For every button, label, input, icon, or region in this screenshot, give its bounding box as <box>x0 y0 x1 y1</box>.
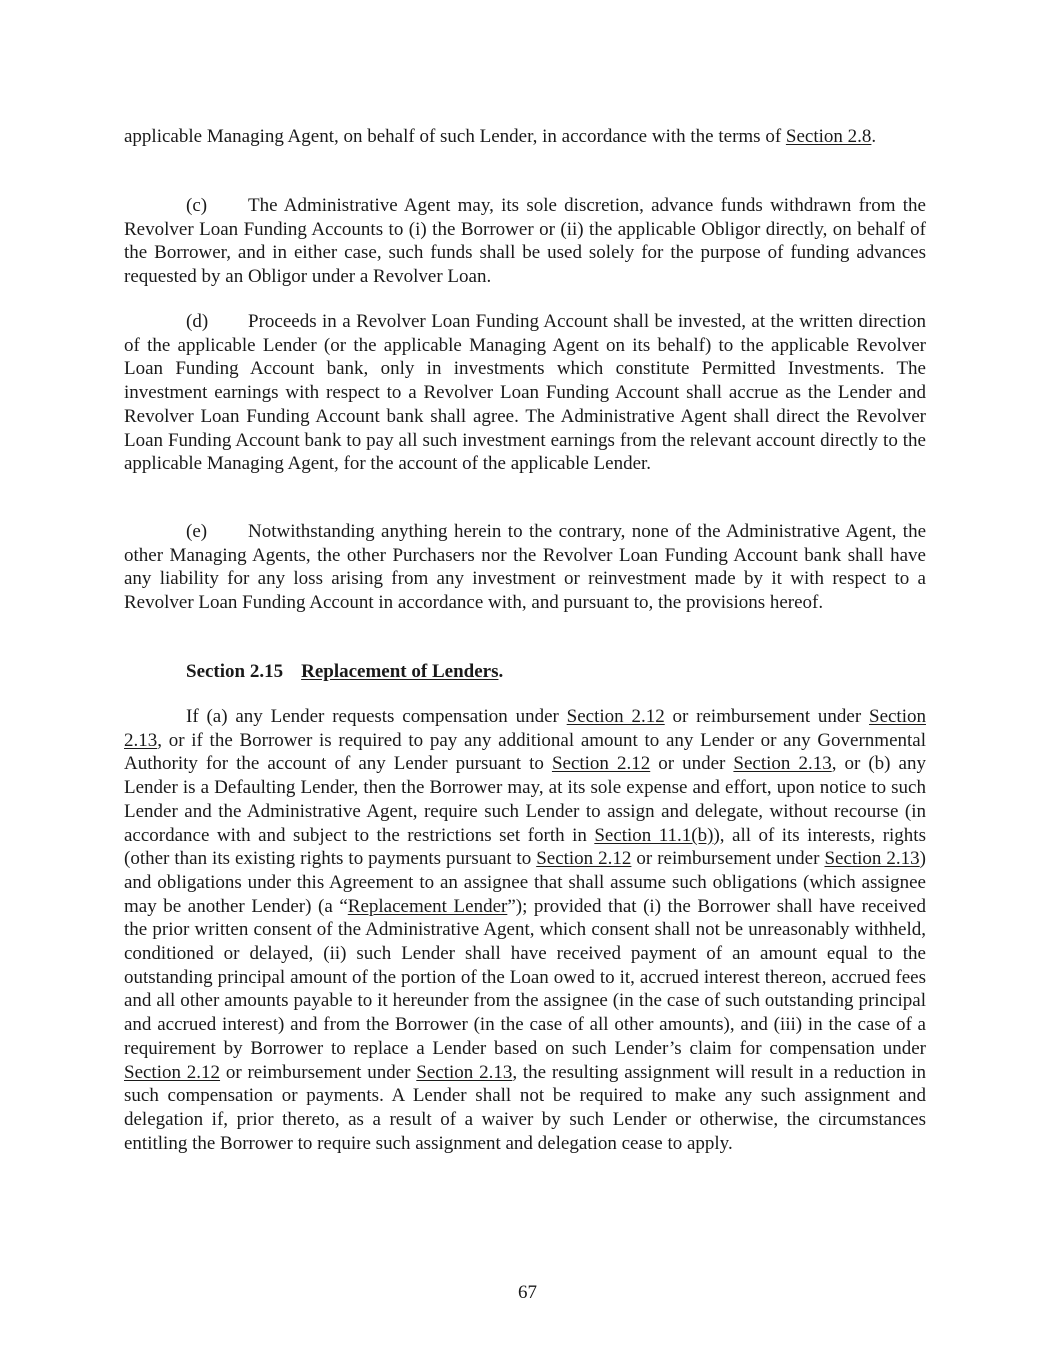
paragraph-text: If (a) any Lender requests compensation under <box>186 706 567 727</box>
section-reference: Section 2.13 <box>416 1061 513 1083</box>
section-reference: Section 2.12 <box>551 753 651 775</box>
paragraph-d <box>124 310 926 476</box>
paragraph-label: (e) <box>186 521 208 542</box>
paragraph-text: applicable Managing Agent, on behalf of such Lender, in accordance with the terms of <box>124 126 786 147</box>
paragraph-text: or under <box>650 753 734 775</box>
paragraph-text: ) and obligations under this Agreement to an assignee that shall assume such obligations (which assignee may be another Lender) (a “ <box>124 848 926 917</box>
section-reference: Section 11.1(b) <box>594 824 714 846</box>
paragraph-intro <box>124 125 926 149</box>
paragraph-text: , or if the Borrower is required to pay any additional amount to any Lender or any Governmental Authority for the account of any Lender pursuant to <box>124 729 926 775</box>
section-heading <box>186 660 503 684</box>
paragraph-text: Proceeds in a Revolver Loan Funding Account shall be invested, at the written direction of the applicable Lender (or the applicable Managing Agent on its behalf) to the applicable Revolver Loan Funding Account bank, only in investments which constitute Permitted Investments. The investment earnings with respect to a Revolver Loan Funding Account shall accrue as the Lender and Revolver Loan Funding Account bank shall agree. The Administrative Agent shall direct the Revolver Loan Funding Account bank to pay all such investment earnings from the relevant account directly to the applicable Managing Agent, for the account of the applicable Lender. <box>124 311 926 475</box>
paragraph-e <box>124 520 926 615</box>
paragraph-label: (d) <box>186 311 209 332</box>
section-reference: Section 2.12 <box>566 706 665 727</box>
section-reference: Section 2.13 <box>824 848 920 870</box>
defined-term: Replacement Lender <box>347 895 508 917</box>
section-reference: Section 2.8 <box>785 126 872 147</box>
paragraph-c <box>124 194 926 289</box>
paragraph-text: or reimbursement under <box>631 848 825 870</box>
paragraph-replacement <box>124 705 926 1155</box>
paragraph-text: Notwithstanding anything herein to the contrary, none of the Administrative Agent, the other Managing Agents, the other Purchasers nor the Revolver Loan Funding Account bank shall have any liability for any loss arising from any investment or reinvestment made by it with respect to a Revolver Loan Funding Account in accordance with, and pursuant to, the provisions hereof. <box>124 521 926 614</box>
paragraph-text: The Administrative Agent may, its sole discretion, advance funds withdrawn from the Revolver Loan Funding Accounts to (i) the Borrower or (ii) the applicable Obligor directly, on behalf of the Borrower, and in either case, such funds shall be used solely for the purpose of funding advances requested by an Obligor under a Revolver Loan. <box>124 195 926 288</box>
paragraph-text: , the resulting assignment will result in a reduction in such compensation or payments. A Lender shall not be required to make any such assignment and delegation if, prior thereto, as a result of a waiver by such Lender or otherwise, the circumstances entitling the Borrower to require such assignment and delegation cease to apply. <box>124 1061 926 1154</box>
section-title: Replacement of Lenders <box>301 661 499 682</box>
section-reference: Section 2.13 <box>124 706 926 751</box>
paragraph-text: or reimbursement under <box>664 706 869 727</box>
section-reference: Section 2.12 <box>124 1061 221 1083</box>
paragraph-text: or reimbursement under <box>220 1061 417 1083</box>
paragraph-label: (c) <box>186 195 208 216</box>
section-number: Section 2.15 <box>186 661 284 682</box>
page-number: 67 <box>518 1282 537 1303</box>
paragraph-text: . <box>871 126 877 147</box>
paragraph-text: ”); provided that (i) the Borrower shall have received the prior written consent of the Administrative Agent, which consent shall not be unreasonably withheld, conditioned or delayed, (ii) such Lender shall have received payment of an amount equal to the outstanding principal amount of the portion of the Loan owed to it, accrued interest thereon, accrued fees and all other amounts payable to it hereunder from the assignee (in the case of such outstanding principal and accrued interest) and from the Borrower (in the case of all other amounts), and (iii) in the case of a requirement by Borrower to replace a Lender based on such Lender’s claim for compensation under <box>124 895 926 1059</box>
section-title-period: . <box>498 661 504 682</box>
paragraph-text: ), all of its interests, rights (other than its existing rights to payments pursuant to <box>124 824 926 870</box>
paragraph-text: , or (b) any Lender is a Defaulting Lender, then the Borrower may, at its sole expense and effort, upon notice to such Lender and the Administrative Agent, require such Lender to assign and delegate, without recourse (in accordance with and subject to the restrictions set forth in <box>124 753 926 846</box>
section-reference: Section 2.12 <box>536 848 632 870</box>
section-reference: Section 2.13 <box>733 753 832 775</box>
